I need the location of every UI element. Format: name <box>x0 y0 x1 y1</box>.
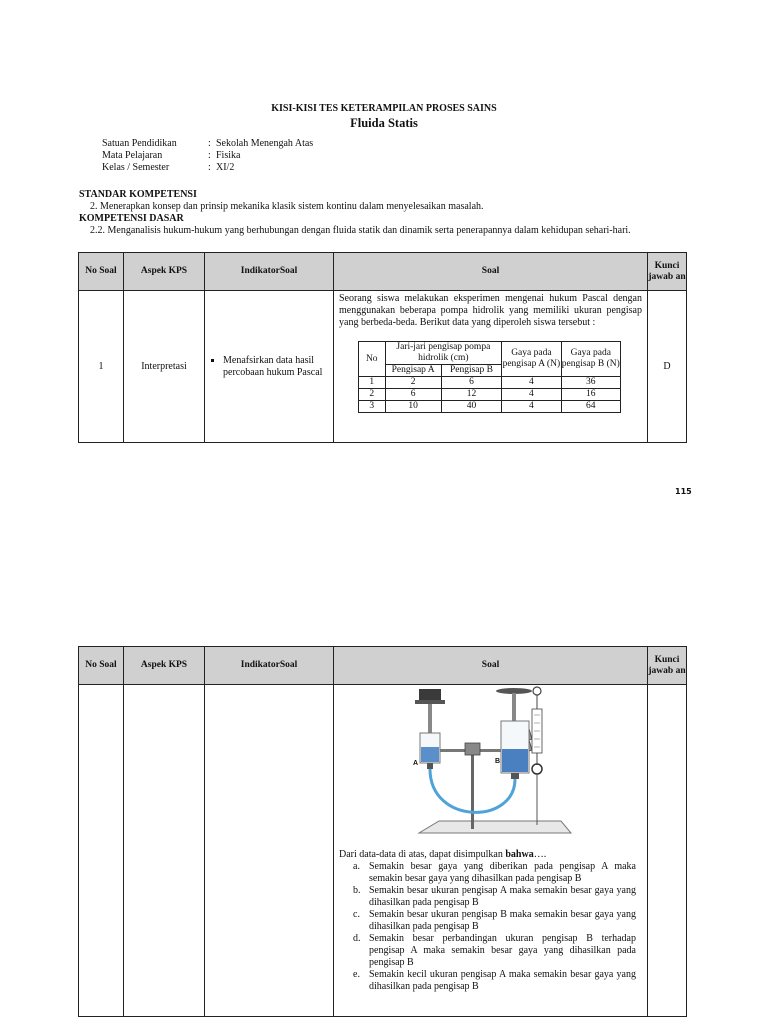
data-cell: 4 <box>502 401 561 413</box>
sk-heading: STANDAR KOMPETENSI <box>79 189 197 200</box>
label-pengisap-a: A <box>413 760 419 767</box>
options-list <box>339 861 642 993</box>
page-number: 115 <box>675 487 692 496</box>
data-cell: 4 <box>502 389 561 401</box>
list-item <box>339 933 642 969</box>
option-letter: c. <box>353 909 360 920</box>
data-cell: 4 <box>502 377 561 389</box>
list-item <box>339 909 642 933</box>
data-header-jari: Jari-jari pengisap pompa hidrolik (cm) <box>385 342 502 365</box>
table-header-row <box>79 253 687 291</box>
option-text: Semakin besar ukuran pengisap B maka semakin besar gaya yang dihasilkan pada pengisap B <box>369 909 636 932</box>
row-indikator <box>205 291 334 443</box>
data-cell: 64 <box>561 401 620 413</box>
info-key: Satuan Pendidikan <box>102 138 177 149</box>
data-cell: 16 <box>561 389 620 401</box>
info-key: Kelas / Semester <box>102 162 170 173</box>
data-header-gaya-a: Gaya pada pengisap A (N) <box>502 342 561 377</box>
hydraulic-pump-figure <box>411 685 575 845</box>
question-bold: bahwa <box>505 849 534 860</box>
row-kunci <box>648 685 687 1017</box>
info-key: Mata Pelajaran <box>102 150 163 161</box>
header-no-soal: No Soal <box>79 647 124 685</box>
row-indikator <box>205 685 334 1017</box>
question-suffix: …. <box>533 849 547 860</box>
document-title: KISI-KISI TES KETERAMPILAN PROSES SAINS <box>271 103 497 114</box>
info-sep: : <box>208 162 211 173</box>
kd-heading: KOMPETENSI DASAR <box>79 213 184 224</box>
option-text: Semakin besar perbandingan ukuran pengisap B terhadap pengisap A maka semakin besar gaya yang dihasilkan pada pengisap B <box>369 933 636 968</box>
sk-block <box>79 189 631 237</box>
row-soal <box>334 685 648 1017</box>
table-row <box>79 685 687 1017</box>
indikator-item: ▪ Menafsirkan data hasil percobaan hukum Pascal <box>223 355 327 379</box>
kisi-table-1 <box>78 252 687 443</box>
data-cell: 6 <box>441 377 501 389</box>
header-indikator: IndikatorSoal <box>205 647 334 685</box>
data-header-no: No <box>359 342 386 377</box>
data-row <box>359 401 621 413</box>
data-cell: 12 <box>441 389 501 401</box>
row-kunci: D <box>648 291 687 443</box>
option-text: Semakin besar gaya yang diberikan pada pengisap A maka semakin besar gaya yang dihasilkan pada pengisap B <box>369 861 636 884</box>
data-cell: 2 <box>385 377 441 389</box>
option-text: Semakin besar ukuran pengisap A maka semakin besar gaya yang dihasilkan pada pengisap B <box>369 885 636 908</box>
header-indikator: IndikatorSoal <box>205 253 334 291</box>
question-prefix: Dari data-data di atas, dapat disimpulkan <box>339 849 506 860</box>
header-aspek-kps: Aspek KPS <box>124 647 205 685</box>
kisi-table-2 <box>78 646 687 1017</box>
data-cell: 40 <box>441 401 501 413</box>
option-letter: e. <box>353 969 360 980</box>
info-row <box>102 162 313 174</box>
data-header-pengisap-b: Pengisap B <box>441 365 501 377</box>
data-cell: 2 <box>359 389 386 401</box>
info-value: Fisika <box>216 150 241 161</box>
info-row <box>102 138 313 150</box>
data-header-pengisap-a: Pengisap A <box>385 365 441 377</box>
row-aspek <box>124 685 205 1017</box>
header-kunci: Kunci jawab an <box>648 253 687 291</box>
info-sep: : <box>208 150 211 161</box>
data-cell: 36 <box>561 377 620 389</box>
header-kunci: Kunci jawab an <box>648 647 687 685</box>
option-letter: b. <box>353 885 361 896</box>
data-table <box>358 341 621 413</box>
option-text: Semakin kecil ukuran pengisap A maka semakin besar gaya yang dihasilkan pada pengisap B <box>369 969 636 992</box>
header-no-soal: No Soal <box>79 253 124 291</box>
row-aspek: Interpretasi <box>124 291 205 443</box>
data-cell: 3 <box>359 401 386 413</box>
info-row <box>102 150 313 162</box>
table-header-row <box>79 647 687 685</box>
table-row <box>79 291 687 443</box>
data-cell: 6 <box>385 389 441 401</box>
row-no <box>79 685 124 1017</box>
document-subtitle: Fluida Statis <box>350 116 418 130</box>
list-item <box>339 861 642 885</box>
data-header-gaya-b: Gaya pada pengisap B (N) <box>561 342 620 377</box>
option-letter: a. <box>353 861 360 872</box>
header-aspek-kps: Aspek KPS <box>124 253 205 291</box>
question-text <box>339 849 642 861</box>
data-cell: 1 <box>359 377 386 389</box>
kd-text: 2.2. Menganalisis hukum-hukum yang berhubungan dengan fluida statik dan dinamik serta penerapannya dalam kehidupan sehari-hari. <box>90 225 631 236</box>
info-block <box>102 138 313 174</box>
data-row <box>359 389 621 401</box>
option-letter: d. <box>353 933 361 944</box>
label-pengisap-b: B <box>495 758 501 765</box>
list-item <box>339 969 642 993</box>
sk-text: 2. Menerapkan konsep dan prinsip mekanika klasik sistem kontinu dalam menyelesaikan masalah. <box>90 201 484 212</box>
info-value: Sekolah Menengah Atas <box>216 138 314 149</box>
row-no: 1 <box>79 291 124 443</box>
list-item <box>339 885 642 909</box>
info-sep: : <box>208 138 211 149</box>
row-soal <box>334 291 648 443</box>
data-row <box>359 377 621 389</box>
header-soal: Soal <box>334 253 648 291</box>
header-soal: Soal <box>334 647 648 685</box>
data-cell: 10 <box>385 401 441 413</box>
soal-text: Seorang siswa melakukan eksperimen mengenai hukum Pascal dengan menggunakan beberapa pompa hidrolik yang memiliki ukuran pengisap yang berbeda-beda. Berikut data yang diperoleh siswa tersebut : <box>339 293 642 328</box>
info-value: XI/2 <box>216 162 235 173</box>
